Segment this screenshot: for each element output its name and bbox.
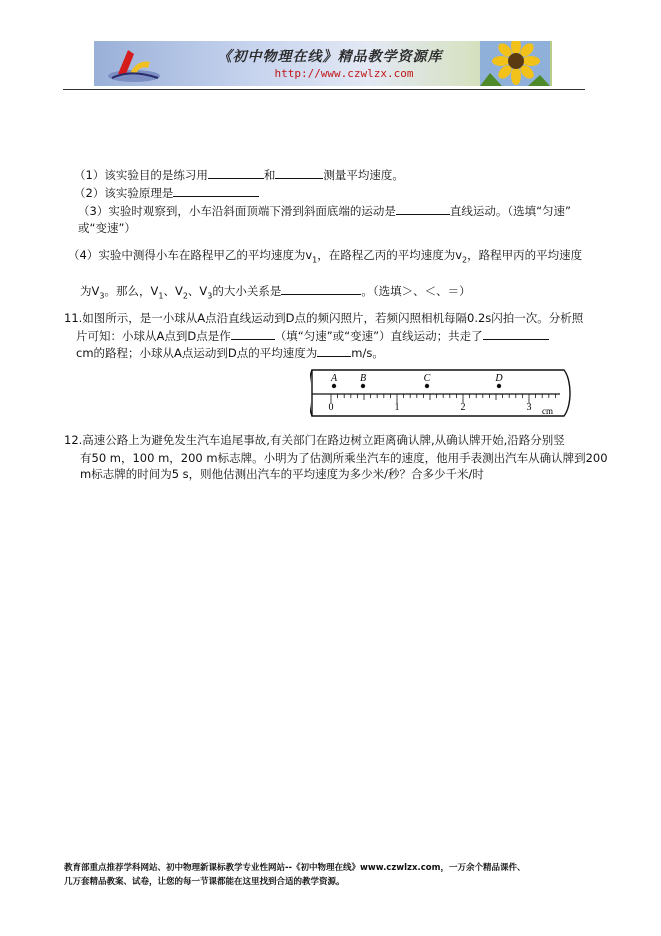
ball-position bbox=[425, 384, 429, 388]
answer-blank[interactable] bbox=[483, 327, 549, 340]
q11-line3: cm的路程；小球从A点运动到D点的平均速度为 m/s。 bbox=[76, 346, 384, 360]
answer-blank[interactable] bbox=[281, 282, 361, 295]
q10-part2: （2）该实验原理是 bbox=[74, 184, 259, 201]
sunflower-icon bbox=[480, 41, 550, 86]
q11-line1: 11.如图所示，是一小球从A点沿直线运动到D点的频闪照片，若频闪照相机每隔0.2s闪拍一次。分析照 bbox=[64, 311, 584, 325]
q12-line3: m标志牌的时间为5 s，则他估测出汽车的平均速度为多少米/秒？合多少千米/时 bbox=[80, 467, 484, 481]
q12-line2: 有50 m，100 m，200 m标志牌。小明为了估测所乘坐汽车的速度，他用手表测出汽车从确认牌到200 bbox=[80, 451, 608, 465]
answer-blank[interactable] bbox=[231, 327, 275, 340]
header-rule bbox=[63, 89, 585, 90]
ruler-tick-label: 0 bbox=[328, 402, 334, 413]
q10-part3: （3）实验时观察到，小车沿斜面顶端下滑到斜面底端的运动是 直线运动。（选填“匀速” bbox=[78, 204, 571, 218]
answer-blank[interactable] bbox=[275, 166, 323, 179]
ruler-point-label: B bbox=[359, 373, 367, 384]
ruler-tick-label: 3 bbox=[526, 402, 532, 413]
ball-position bbox=[497, 384, 501, 388]
ruler-figure bbox=[310, 366, 574, 418]
ball-position bbox=[361, 384, 365, 388]
q10-part4-cont: 为$V_3$。那么，$V_1$、$V_2$、$V_3$的大小关系是 。（选填＞、＜、＝） bbox=[80, 284, 471, 301]
footer-line2: 几万套精品教案、试卷，让您的每一节课都能在这里找到合适的教学资源。 bbox=[64, 877, 345, 887]
site-logo-icon bbox=[104, 44, 164, 84]
q12-line1: 12.高速公路上为避免发生汽车追尾事故,有关部门在路边树立距离确认牌,从确认牌开始,沿路分别竖 bbox=[64, 433, 565, 447]
ruler-point-label: C bbox=[423, 373, 431, 384]
footer-line1: 教育部重点推荐学科网站、初中物理新课标教学专业性网站--《初中物理在线》www.czwlzx.com，一万余个精品课件、 bbox=[64, 863, 526, 873]
ruler-point-label: A bbox=[330, 373, 338, 384]
answer-blank[interactable] bbox=[208, 166, 264, 179]
answer-blank[interactable] bbox=[173, 184, 259, 197]
answer-blank[interactable] bbox=[396, 202, 450, 215]
banner-url[interactable]: http://www.czwlzx.com bbox=[274, 67, 414, 80]
answer-blank[interactable] bbox=[317, 344, 351, 357]
ruler-tick-label: 1 bbox=[394, 402, 400, 413]
ruler-unit: cm bbox=[542, 406, 553, 416]
ruler-point-label: D bbox=[495, 373, 503, 384]
ball-position bbox=[332, 384, 336, 388]
ruler-tick-label: 2 bbox=[460, 402, 466, 413]
q10-part4: （4）实验中测得小车在路程甲乙的平均速度为$v_1$，在路程乙丙的平均速度为$v_2$，路程甲丙的平均速度 bbox=[68, 248, 583, 265]
q11-line2: 片可知：小球从A点到D点是作 （填“匀速”或“变速”）直线运动；共走了 bbox=[76, 327, 549, 344]
q10-part3-cont: 或“变速”） bbox=[78, 221, 136, 235]
banner-title: 《初中物理在线》精品教学资源库 bbox=[217, 49, 443, 65]
header-banner bbox=[94, 41, 552, 86]
q10-part1: （1）该实验目的是练习用 和 测量平均速度。 bbox=[74, 168, 404, 182]
